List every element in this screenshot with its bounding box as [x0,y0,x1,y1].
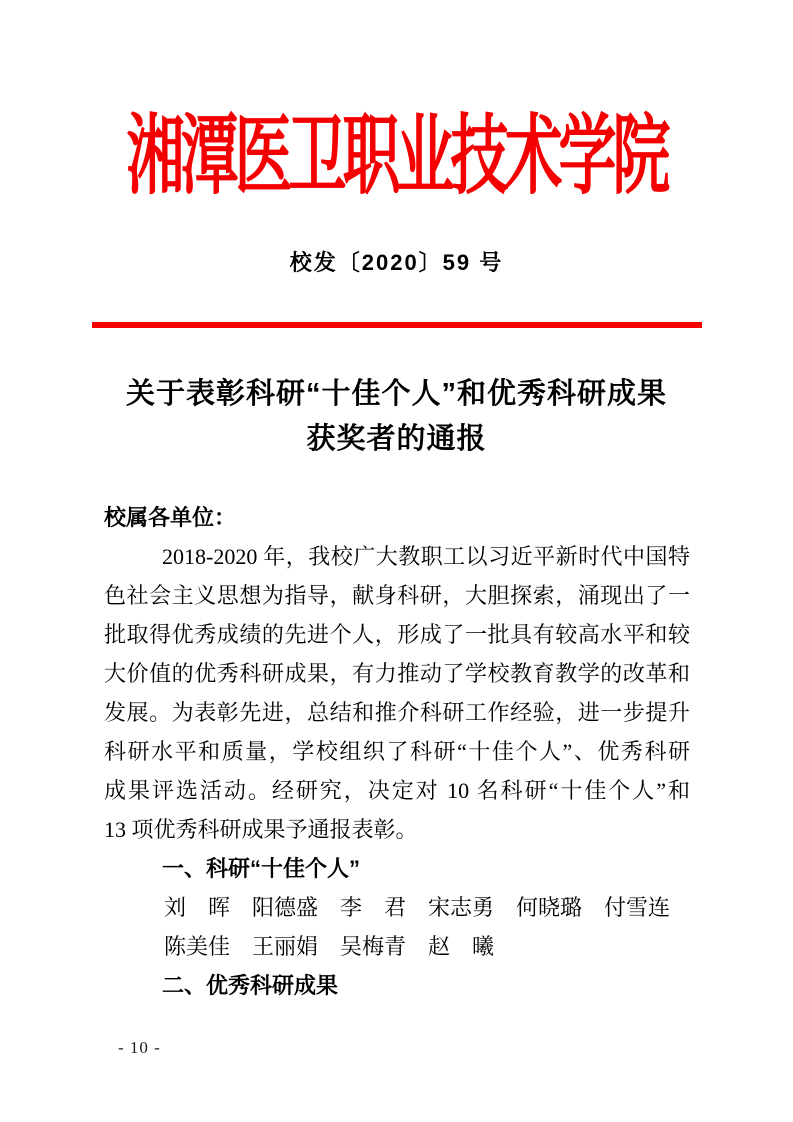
document-title-line2: 获奖者的通报 [306,423,487,455]
document-title [0,372,793,462]
page-number: - 10 - [118,1038,161,1057]
body-line: 批取得优秀成绩的先进个人，形成了一批具有较高水平和较 [104,622,690,647]
body-line: 发展。为表彰先进，总结和推介科研工作经验，进一步提升 [104,700,690,725]
red-divider-line [92,322,702,328]
institution-masthead [0,107,793,207]
body-line: 大价值的优秀科研成果，有力推动了学校教育教学的改革和 [104,661,690,686]
institution-name: 湘潭医卫职业技术学院 [126,107,667,205]
body-line: 成果评选活动。经研究，决定对 10 名科研“十佳个人”和 [104,778,690,803]
body-line: 科研水平和质量，学校组织了科研“十佳个人”、优秀科研 [104,739,690,764]
salutation: 校属各单位： [104,505,237,530]
body-line: 色社会主义思想为指导，献身科研，大胆探索，涌现出了一 [104,583,690,608]
body-line: 13 项优秀科研成果予通报表彰。 [104,817,418,842]
body-line: 2018-2020 年，我校广大教职工以习近平新时代中国特 [162,544,690,569]
awardees-row-2: 陈美佳 王丽娟 吴梅青 赵 曦 [164,934,495,959]
section-2-heading: 二、优秀科研成果 [162,973,339,998]
section-1-heading: 一、科研“十佳个人” [162,856,361,881]
document-body [104,498,690,1005]
document-number: 校发〔2020〕59 号 [289,250,504,275]
document-title-line1: 关于表彰科研“十佳个人”和优秀科研成果 [125,378,667,410]
awardees-row-1: 刘 晖 阳德盛 李 君 宋志勇 何晓璐 付雪连 [164,895,671,920]
